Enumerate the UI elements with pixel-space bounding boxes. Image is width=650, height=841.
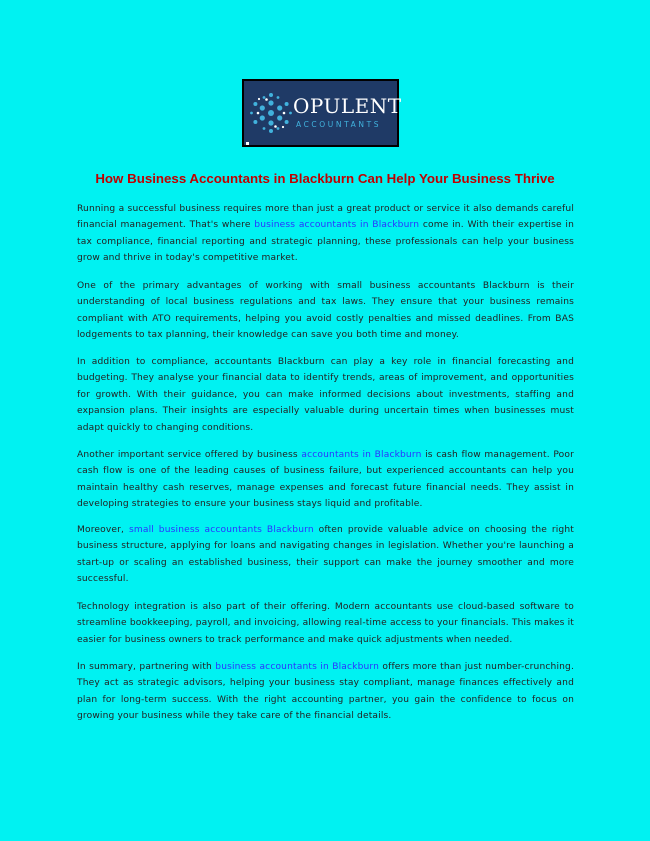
logo-brand-name: OPULENT (293, 94, 402, 118)
paragraph-text: is cash flow management. Poor cash flow is one of the leading causes of business failure, but experienced accountants can help you maintain healthy cash reserves, manage expenses and forecast future financial needs. They assist in developing strategies to ensure your business stays liquid and profitable. (77, 450, 575, 510)
paragraph-text: Moreover, (77, 525, 129, 535)
inline-link[interactable]: business accountants in Blackburn (215, 662, 380, 672)
article-title: How Business Accountants in Blackburn Can Help Your Business Thrive (95, 171, 555, 186)
company-logo (242, 79, 402, 147)
paragraph-text: Technology integration is also part of their offering. Modern accountants use cloud-based software to streamline bookkeeping, payroll, and invoicing, allowing real-time access to your financials. This makes it easier for business owners to track performance and make quick adjustments when needed. (77, 602, 574, 645)
paragraph-5 (77, 522, 574, 588)
paragraph-text: offers more than just number-crunching. They act as strategic advisors, helping your business stay compliant, manage finances effectively and plan for long-term success. With the right accounting partner, you gain the confidence to focus on growing your business while they take care of the financial details. (77, 662, 574, 722)
paragraph-text: Running a successful business requires more than just a great product or service it also demands careful financial management. That's where (77, 204, 574, 231)
paragraph-text: come in. With their expertise in tax compliance, financial reporting and strategic planning, these professionals can help your business grow and thrive in today's competitive market. (77, 220, 574, 264)
paragraph-3 (77, 354, 574, 436)
paragraph-text: One of the primary advantages of working with small business accountants Blackburn is their understanding of local business regulations and tax laws. They ensure that your business remains compliant with ATO requirements, helping you avoid costly penalties and missed deadlines. From BAS lodgements to tax planning, their knowledge can save you both time and money. (77, 281, 574, 341)
logo-tagline: ACCOUNTANTS (296, 120, 382, 129)
logo-marker (246, 142, 249, 145)
paragraph-4 (77, 447, 574, 513)
paragraph-7 (77, 659, 574, 725)
inline-link[interactable]: accountants in Blackburn (301, 450, 422, 460)
paragraph-2 (77, 278, 574, 344)
paragraph-text: In summary, partnering with (77, 662, 216, 672)
paragraph-6 (77, 599, 574, 648)
paragraph-text: In addition to compliance, accountants Blackburn can play a key role in financial forecasting and budgeting. They analyse your financial data to identify trends, areas of improvement, and opportunities for growth. With their guidance, you can make informed decisions about investments, staffing and expansion plans. Their insights are especially valuable during uncertain times when businesses must adapt quickly to changing conditions. (77, 357, 574, 433)
paragraph-1 (77, 201, 574, 267)
snowflake-icon (249, 91, 293, 135)
paragraph-text: Another important service offered by business (77, 450, 302, 460)
inline-link[interactable]: small business accountants Blackburn (128, 525, 314, 535)
paragraph-text: often provide valuable advice on choosing the right business structure, applying for loans and navigating changes in legislation. Whether you're launching a start-up or scaling an established business, their support can make the journey smoother and more successful. (77, 525, 574, 585)
inline-link[interactable]: business accountants in Blackburn (254, 220, 420, 231)
